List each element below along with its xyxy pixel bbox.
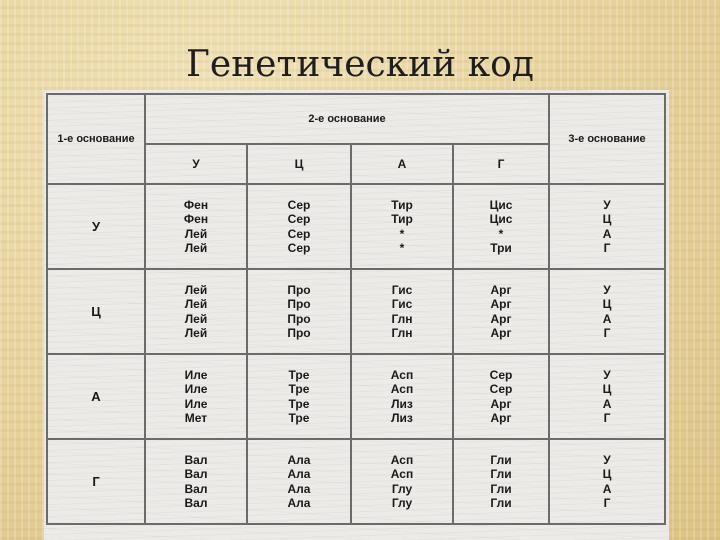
amino-acid-cell (247, 184, 351, 269)
amino-acid-cell (351, 269, 453, 354)
amino-acid-cell (351, 439, 453, 524)
amino-acid: Вал (184, 496, 208, 510)
amino-acid: Тре (288, 382, 310, 396)
amino-acid: Тре (288, 367, 310, 382)
third-base-header: 3-е основание (549, 94, 665, 184)
amino-acid: Гли (490, 496, 512, 510)
amino-acid: Фен (183, 212, 209, 226)
amino-acid: Сер (489, 382, 513, 396)
amino-acid-cell (145, 439, 247, 524)
table-row (47, 184, 665, 269)
third-base: Г (603, 411, 611, 425)
amino-acid-cell (247, 439, 351, 524)
first-base-cell: А (47, 354, 145, 439)
amino-acid: * (399, 226, 405, 241)
amino-acid: Лей (184, 311, 208, 326)
amino-acid: Мет (184, 411, 208, 425)
amino-acid: * (498, 226, 504, 241)
amino-acid-cell (145, 184, 247, 269)
amino-acid: Про (287, 311, 311, 326)
second-base-a: А (351, 144, 453, 184)
amino-acid: Глн (391, 311, 413, 326)
amino-acid: Лей (184, 297, 208, 311)
third-base: А (602, 226, 612, 241)
amino-acid: Сер (287, 241, 311, 255)
third-base-cell (549, 439, 665, 524)
amino-acid: Глу (391, 496, 413, 510)
third-base: Г (603, 326, 611, 340)
third-base: Г (603, 496, 611, 510)
amino-acid: Тре (288, 396, 310, 411)
amino-acid: Про (287, 297, 311, 311)
amino-acid: * (399, 241, 405, 255)
amino-acid: Асп (390, 467, 414, 481)
third-base-cell (549, 184, 665, 269)
amino-acid: Про (287, 282, 311, 297)
third-base: Ц (602, 212, 612, 226)
amino-acid: Гис (391, 297, 413, 311)
amino-acid-cell (453, 439, 549, 524)
second-base-c: Ц (247, 144, 351, 184)
amino-acid: Ала (287, 452, 311, 467)
amino-acid: Иле (184, 367, 208, 382)
third-base-cell (549, 354, 665, 439)
amino-acid: Фен (183, 197, 209, 212)
second-base-header: 2-е основание (145, 94, 549, 144)
amino-acid: Арг (490, 326, 512, 340)
amino-acid-cell (453, 184, 549, 269)
first-base-cell: Ц (47, 269, 145, 354)
amino-acid: Тре (288, 411, 310, 425)
first-base-cell: Г (47, 439, 145, 524)
amino-acid: Глу (391, 481, 413, 496)
amino-acid-cell (145, 354, 247, 439)
third-base: Ц (602, 382, 612, 396)
amino-acid-cell (453, 269, 549, 354)
amino-acid: Вал (184, 467, 208, 481)
second-base-g: Г (453, 144, 549, 184)
table-row (47, 269, 665, 354)
amino-acid-cell (247, 354, 351, 439)
amino-acid: Гли (490, 467, 512, 481)
third-base: У (603, 197, 611, 212)
third-base: У (603, 282, 611, 297)
third-base: Г (603, 241, 611, 255)
genetic-code-table (46, 93, 666, 525)
table-row (47, 439, 665, 524)
amino-acid-cell (351, 184, 453, 269)
amino-acid: Ала (287, 467, 311, 481)
amino-acid: Ала (287, 481, 311, 496)
amino-acid-cell (247, 269, 351, 354)
first-base-header: 1-е основание (47, 94, 145, 184)
amino-acid: Лей (184, 282, 208, 297)
amino-acid: Ала (287, 496, 311, 510)
amino-acid: Тир (391, 197, 413, 212)
amino-acid: Про (287, 326, 311, 340)
third-base: Ц (602, 467, 612, 481)
amino-acid: Вал (184, 481, 208, 496)
genetic-code-scan (44, 90, 669, 540)
amino-acid-cell (145, 269, 247, 354)
amino-acid: Асп (390, 367, 414, 382)
amino-acid: Гли (490, 452, 512, 467)
amino-acid: Арг (490, 282, 512, 297)
third-base: А (602, 481, 612, 496)
amino-acid: Арг (490, 297, 512, 311)
amino-acid-cell (351, 354, 453, 439)
amino-acid: Тир (391, 212, 413, 226)
amino-acid: Асп (390, 452, 414, 467)
table-row (47, 354, 665, 439)
amino-acid: Арг (490, 411, 512, 425)
amino-acid: Лей (184, 226, 208, 241)
amino-acid: Вал (184, 452, 208, 467)
second-base-u: У (145, 144, 247, 184)
amino-acid-cell (453, 354, 549, 439)
amino-acid: Глн (391, 326, 413, 340)
amino-acid: Сер (287, 197, 311, 212)
third-base: Ц (602, 297, 612, 311)
amino-acid: Три (490, 241, 512, 255)
amino-acid: Лей (184, 326, 208, 340)
first-base-cell: У (47, 184, 145, 269)
amino-acid: Лей (184, 241, 208, 255)
third-base: А (602, 396, 612, 411)
amino-acid: Сер (489, 367, 513, 382)
amino-acid: Цис (489, 197, 513, 212)
amino-acid: Иле (184, 396, 208, 411)
third-base: А (602, 311, 612, 326)
page-title: Генетический код (186, 44, 534, 85)
amino-acid: Сер (287, 226, 311, 241)
amino-acid: Асп (390, 382, 414, 396)
third-base: У (603, 367, 611, 382)
amino-acid: Лиз (391, 411, 413, 425)
amino-acid: Сер (287, 212, 311, 226)
amino-acid: Гли (490, 481, 512, 496)
third-base: У (603, 452, 611, 467)
third-base-cell (549, 269, 665, 354)
amino-acid: Гис (391, 282, 413, 297)
amino-acid: Лиз (391, 396, 413, 411)
amino-acid: Цис (489, 212, 513, 226)
amino-acid: Арг (490, 311, 512, 326)
amino-acid: Арг (490, 396, 512, 411)
amino-acid: Иле (184, 382, 208, 396)
